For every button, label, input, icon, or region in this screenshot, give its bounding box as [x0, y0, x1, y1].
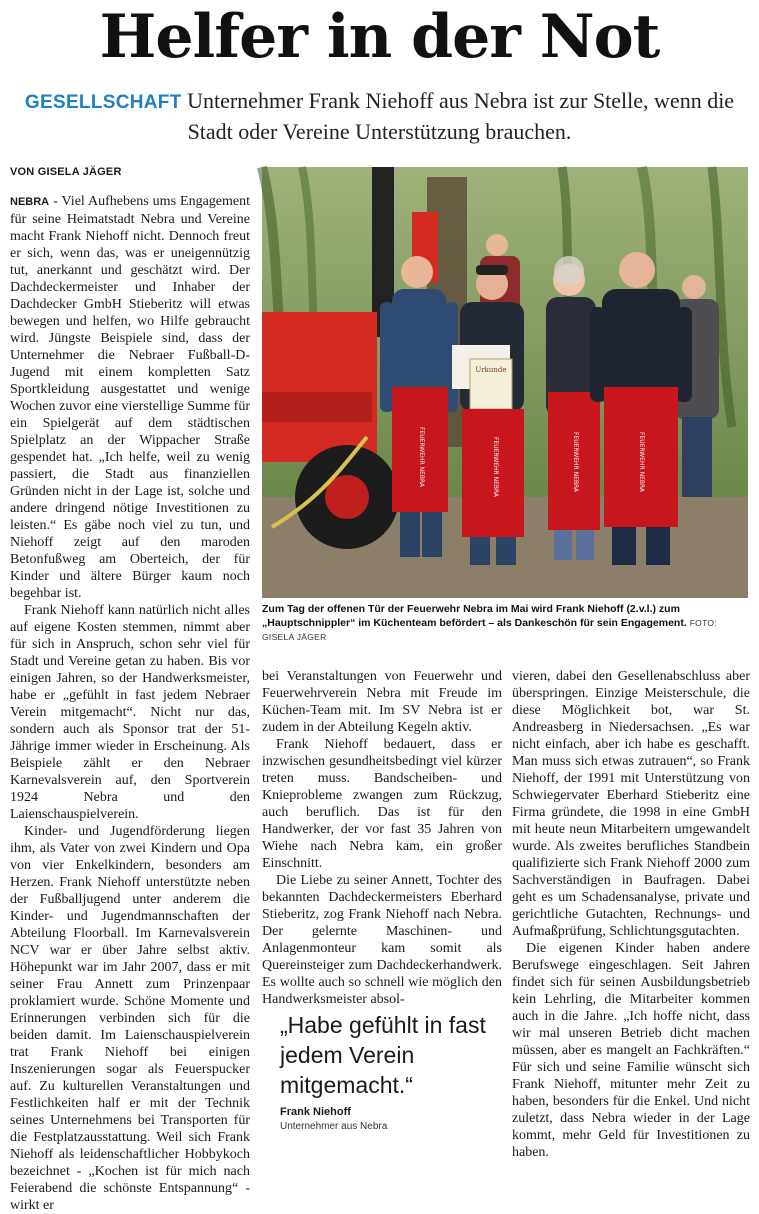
article-paragraph: Die Liebe zu seiner Annett, Tochter des bekannten Dachdeckermeisters Eberhard Stieberitz, zog Frank Niehoff nach Nebra. Der gelernte Maschinen- und Anlagenmonteur kam somit als Quereinsteiger zum Dachdeckerhandwerk. Es wollte auch so schnell wie möglich den Handwerksmeister absol-: [262, 873, 502, 1007]
paragraph-text: - Viel Aufhebens ums Engagement für seine Heimatstadt Nebra und Vereine macht Frank Niehoff nicht. Dennoch freut er sich, wenn das, was er uneigennützig tut, anerkannt und geschätzt wird. Der Dachdeckermeister und Inhaber der Dachdecker GmbH Stieberitz will etwas bewegen und helfen, wo Hilfe gebraucht wird. Jüngste Beispiele sind, dass der Unternehmer die Nebraer Fußball-D-Jugend mit einem kompletten Satz Sportkleidung ausgestattet und wenige Wochen zuvor eine vierstellige Summe für ein Spielgerät auf dem städtischen Spielplatz an der Wippacher Straße gespendet hat. „Ich helfe, weil zu wenig passiert, die Stadt aus finanziellen Gründen nicht in der Lage ist, solche und andere dringend nötige Investitionen zu leisten.“ Es gäbe noch viel zu tun, und Niehoff zeigt auf den maroden Betonfußweg am Oberteich, der für Kinder und ältere Bürger kaum noch begehbar ist.: [10, 194, 250, 601]
svg-text:FEUERWEHR NEBRA: FEUERWEHR NEBRA: [638, 431, 645, 493]
article-paragraph: Kinder- und Jugendförderung liegen ihm, als Vater von zwei Kindern und Opa von vier Enkelkindern, besonders am Herzen. Frank Niehoff unterstützte neben der Fußballjugend unter anderem die Kinder- und Jugendmannschaften der Abteilung Floorball. Im Karnevalsverein NCV war er über Jahre selbst aktiv. Höhepunkt war im Jahr 2007, dass er mit seiner Frau Annett zum Prinzenpaar proklamiert wurde. Schöne Momente und Erinnerungen verbinden sich für die beiden damit. Im Laienschauspielverein trat Frank Niehoff bei einigen Inszenierungen sogar als Feuerspucker auf. Zu kulturellen Veranstaltungen und Festlichkeiten half er mit der Technik seines Unternehmens bei Transporten für die Festplatzausstattung. Weil sich Frank Niehoff als leidenschaftlicher Hobbykoch bezeichnet - „Kochen ist für mich nach Feierabend die schönste Entspannung“ - wirkt er: [10, 824, 250, 1213]
firefighters-photo: [262, 167, 748, 598]
svg-text:FEUERWEHR NEBRA: FEUERWEHR NEBRA: [492, 436, 499, 498]
photo-caption: [262, 602, 748, 644]
section-kicker: GESELLSCHAFT: [24, 92, 182, 113]
person-2-frank-niehoff: [452, 265, 524, 565]
article-photo: [262, 167, 748, 598]
person-4: [590, 252, 692, 565]
article-paragraph: Frank Niehoff bedauert, dass er inzwischen gesundheitsbedingt viel kürzer treten muss. Bandscheiben- und Knieprobleme zwangen zum Rückzug, auch beruflich. Das ist für den Handwerker, der vor fast 35 Jahren von Wiehe nach Nebra kam, ein großer Einschnitt.: [262, 737, 502, 871]
person-3: [546, 256, 600, 560]
byline: VON GISELA JÄGER: [10, 166, 122, 178]
pull-quote: „Habe gefühlt in fast jedem Verein mitgemacht.“: [280, 1012, 486, 1098]
quote-author: Frank Niehoff: [280, 1106, 351, 1118]
subheadline-text: Unternehmer Frank Niehoff aus Nebra ist zur Stelle, wenn die Stadt oder Vereine Unterstützung brauchen.: [187, 88, 735, 144]
headline: Helfer in der Not: [99, 2, 660, 72]
article-paragraph: Frank Niehoff kann natürlich nicht alles auf eigene Kosten stemmen, nimmt aber für sich in Anspruch, schon sehr viel für Stadt und Vereine getan zu haben. Bis vor einigen Jahren, so der Handwerksmeister, habe er „gefühlt in fast jedem Nebraer Verein mitgemacht“. Nicht nur das, sondern auch als Sponsor trat der 51-Jährige immer wieder in Erscheinung. Als Beispiele zählt er den Nebraer Karnevalsverein auf, den Sportverein 1924 Nebra und den Laienschauspielverein.: [10, 603, 250, 822]
article-paragraph: vieren, dabei den Gesellenabschluss aber überspringen. Einzige Meisterschule, die diese Möglichkeit bot, war St. Andreasberg in Niedersachsen. „Es war nicht einfach, aber ich habe es geschafft. Man muss sich etwas zutrauen“, so Frank Niehoff, der 1991 mit Unterstützung von Schwiegervater Eberhard Stieberitz eine Firma gründete, die 1998 in eine GmbH mit heute neun Mitarbeitern umgewandelt wurde. Als zweites berufliches Standbein qualifizierte sich Frank Niehoff 2000 zum Sachverständigen in Baufragen. Dabei geht es um Schadensanalyse, private und gerichtliche Gutachten, Rechnungs- und Aufmaßprüfung, Schlichtungsgutachten.: [512, 669, 750, 939]
certificate: Urkunde: [475, 366, 507, 374]
red-tractor: [262, 312, 377, 462]
article-column-1: [10, 193, 250, 1213]
article-paragraph: [10, 193, 250, 602]
article-paragraph: Die eigenen Kinder haben andere Berufswege eingeschlagen. Seit Jahren findet sich für seinen Ausbildungsbetrieb kein Lehrling, die Mitarbeiter kommen auch in die Jahre. „Ich hoffe nicht, dass wir mal unseren Betrieb dicht machen müssen, aber es mangelt an Fachkräften.“ Für sich und seine Familie wünscht sich Frank Niehoff, mitunter mehr Zeit zu haben, besonders für die Enkel. Und nicht zuletzt, dass Nebra wieder in der Lage kommt, mehr Geld für Investitionen zu haben.: [512, 941, 750, 1160]
article-column-2: [262, 668, 502, 1007]
quote-author-role: Unternehmer aus Nebra: [280, 1121, 388, 1132]
subheadline: [0, 86, 759, 146]
svg-text:FEUERWEHR NEBRA: FEUERWEHR NEBRA: [572, 431, 579, 493]
svg-text:FEUERWEHR NEBRA: FEUERWEHR NEBRA: [418, 426, 425, 488]
photo-credit: FOTO: GISELA JÄGER: [262, 618, 718, 642]
dateline: NEBRA: [10, 196, 50, 208]
article-column-3: [512, 668, 750, 1160]
article-paragraph: bei Veranstaltungen von Feuerwehr und Feuerwehrverein Nebra mit Freude im Küchen-Team mit. Im SV Nebra ist er zudem in der Abteilung Kegeln aktiv.: [262, 669, 502, 735]
caption-text: Zum Tag der offenen Tür der Feuerwehr Nebra im Mai wird Frank Niehoff (2.v.l.) zum „Hauptschnippler“ im Küchenteam befördert – als Dankeschön für sein Engagement.: [262, 603, 687, 629]
